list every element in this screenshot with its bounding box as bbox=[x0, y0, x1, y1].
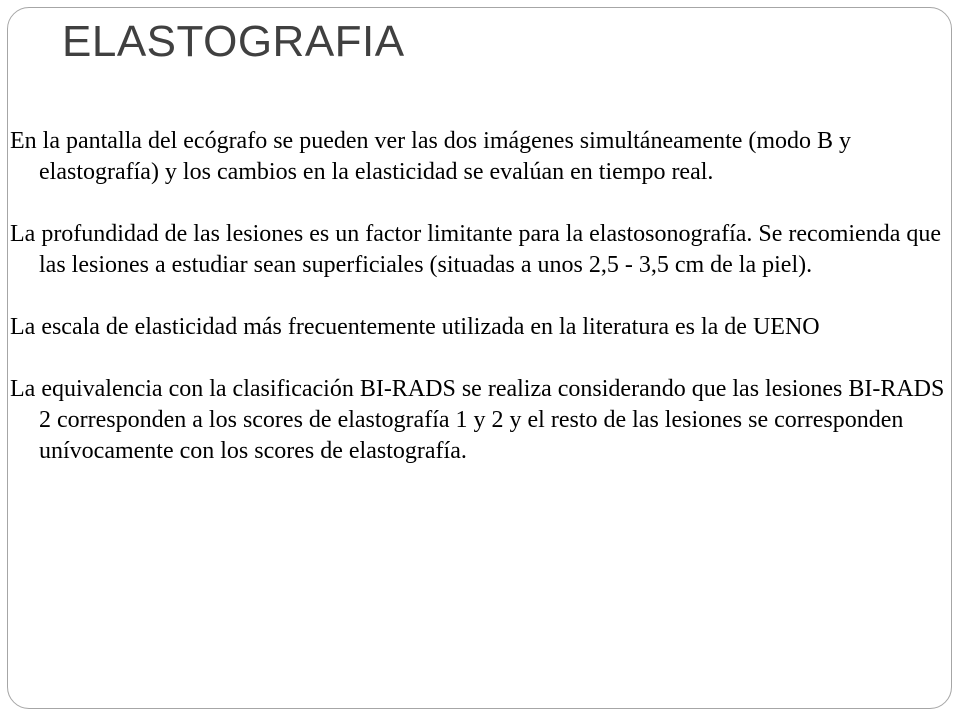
slide-title: ELASTOGRAFIA bbox=[62, 17, 405, 66]
paragraph-lesion-depth: La profundidad de las lesiones es un factor limitante para la elastosonografía. Se recomienda que las lesiones a estudiar sean superficiales (situadas a unos 2,5 - 3,5 cm de la piel). bbox=[10, 221, 941, 278]
paragraph-realtime-imaging: En la pantalla del ecógrafo se pueden ver las dos imágenes simultáneamente (modo B y elastografía) y los cambios en la elasticidad se evalúan en tiempo real. bbox=[10, 128, 852, 185]
slide-body bbox=[10, 126, 945, 467]
paragraph-birads-equivalence: La equivalencia con la clasificación BI-RADS se realiza considerando que las lesiones BI-RADS 2 corresponden a los scores de elastografía 1 y 2 y el resto de las lesiones se corresponden unívocamente con los scores de elastografía. bbox=[10, 376, 945, 464]
paragraph-ueno-scale: La escala de elasticidad más frecuentemente utilizada en la literatura es la de UENO bbox=[10, 314, 820, 340]
